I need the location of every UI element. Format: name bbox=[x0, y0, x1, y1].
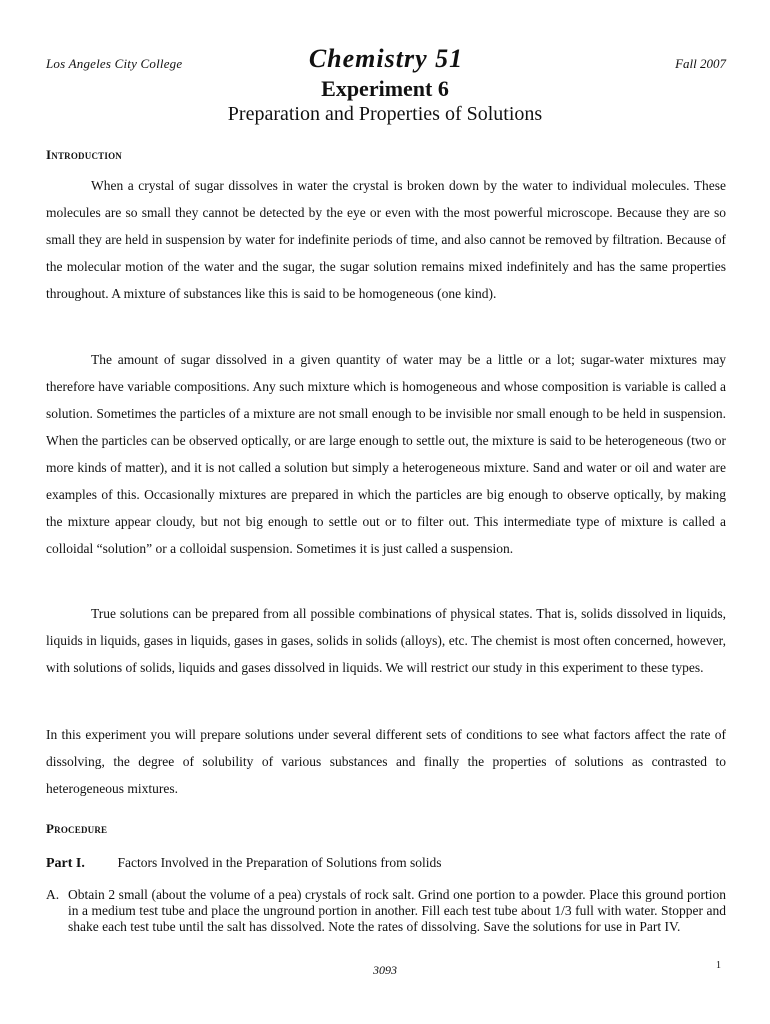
part-label: Part I. bbox=[46, 856, 85, 871]
experiment-number: Experiment 6 bbox=[321, 76, 449, 101]
procedure-item bbox=[46, 887, 726, 935]
part-title: Factors Involved in the Preparation of Solutions from solids bbox=[117, 855, 442, 870]
experiment-title: Preparation and Properties of Solutions bbox=[227, 103, 543, 125]
procedure-heading: Procedure bbox=[46, 821, 108, 836]
term-label: Fall 2007 bbox=[675, 56, 726, 71]
introduction-heading: Introduction bbox=[46, 147, 122, 162]
intro-paragraph-2: The amount of sugar dissolved in a given quantity of water may be a little or a lot; sugar-water mixtures may therefore have variable compositions. Any such mixture which is homogeneous and whose composition is variable is called a solution. Sometimes the particles of a mixture are not small enough to be invisible nor small enough to be held in suspension. When the particles can be observed optically, or are large enough to settle out, the mixture is said to be heterogeneous (two or more kinds of matter), and it is not called a solution but simply a heterogeneous mixture. Sand and water or oil and water are examples of this. Occasionally mixtures are prepared in which the particles are big enough to observe optically, by making the mixture appear cloudy, but not big enough to settle out or to filter out. This intermediate type of mixture is called a colloidal “solution” or a colloidal suspension. Sometimes it is just called a suspension. bbox=[46, 352, 726, 556]
course-title: Chemistry 51 bbox=[308, 44, 464, 73]
intro-paragraph-4: In this experiment you will prepare solutions under several different sets of conditions to see what factors affect the rate of dissolving, the degree of solubility of various substances and finally the properties of solutions as contrasted to heterogeneous mixtures. bbox=[46, 727, 726, 796]
item-marker: A. bbox=[46, 887, 60, 902]
intro-paragraph-1: When a crystal of sugar dissolves in water the crystal is broken down by the water to individual molecules. These molecules are so small they cannot be detected by the eye or even with the most powerful microscope. Because they are so small they are held in suspension by water for indefinite periods of time, and also cannot be removed by filtration. Because of the molecular motion of the water and the sugar, the sugar solution remains mixed indefinitely and has the same properties throughout. A mixture of substances like this is said to be homogeneous (one kind). bbox=[46, 178, 726, 301]
page-number: 1 bbox=[716, 960, 721, 971]
college-name: Los Angeles City College bbox=[46, 56, 183, 71]
intro-paragraph-3: True solutions can be prepared from all possible combinations of physical states. That is, solids dissolved in liquids, liquids in liquids, gases in liquids, gases in gases, solids in solids (alloys), etc. The chemist is most often concerned, however, with solutions of solids, liquids and gases dissolved in liquids. We will restrict our study in this experiment to these types. bbox=[46, 606, 726, 675]
part-heading bbox=[46, 855, 726, 872]
item-text: Obtain 2 small (about the volume of a pea) crystals of rock salt. Grind one portion to a powder. Place this ground portion in a medium test tube and place the unground portion in another. Fill each test tube about 1/3 full with water. Stopper and shake each test tube until the salt has dissolved. Note the rates of dissolving. Save the solutions for use in Part IV. bbox=[68, 887, 726, 934]
footer-code: 3093 bbox=[373, 963, 397, 977]
